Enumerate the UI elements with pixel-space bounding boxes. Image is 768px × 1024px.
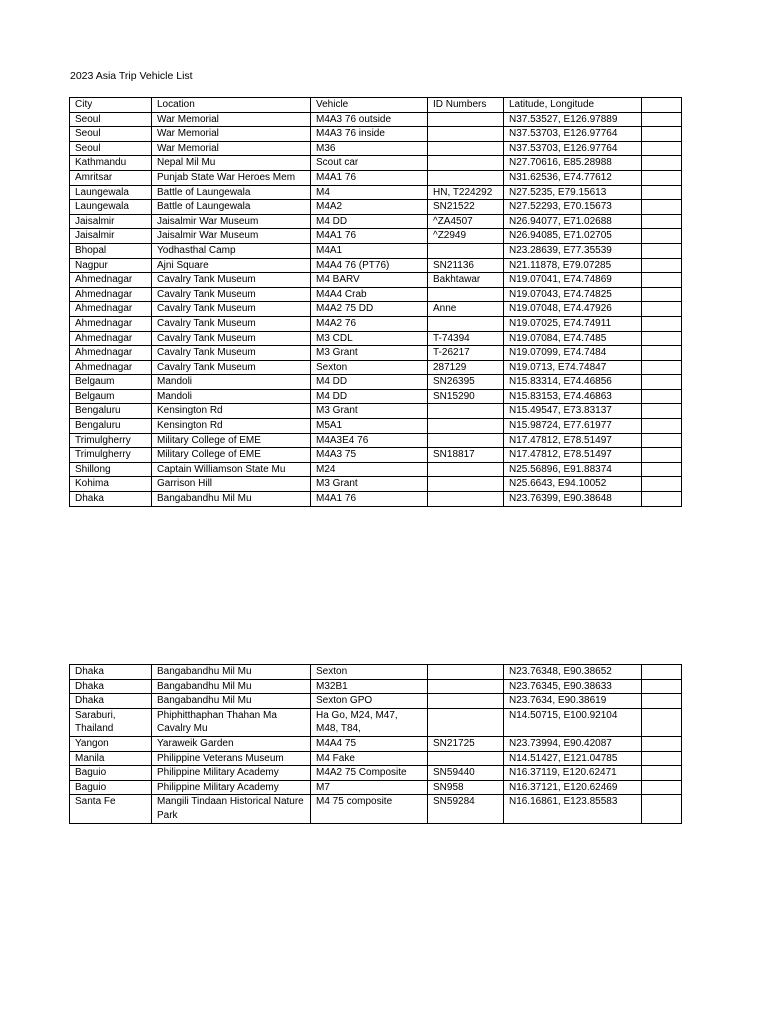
lat-long-cell: N17.47812, E78.51497 xyxy=(504,433,642,448)
location-cell: Mandoli xyxy=(152,375,311,390)
city-cell: Baguio xyxy=(70,780,152,795)
table-row xyxy=(70,331,682,346)
lat-long-cell: N19.0713, E74.74847 xyxy=(504,360,642,375)
city-cell: Ahmednagar xyxy=(70,316,152,331)
vehicle-cell: Vehicle xyxy=(311,98,428,113)
id-numbers-cell: T-26217 xyxy=(428,346,504,361)
location-cell: Location xyxy=(152,98,311,113)
location-cell: Yaraweik Garden xyxy=(152,736,311,751)
lat-long-cell: N14.51427, E121.04785 xyxy=(504,751,642,766)
table-row xyxy=(70,156,682,171)
city-cell: Laungewala xyxy=(70,200,152,215)
city-cell: Bengaluru xyxy=(70,419,152,434)
document-title: 2023 Asia Trip Vehicle List xyxy=(70,70,193,82)
table-row xyxy=(70,375,682,390)
id-numbers-cell xyxy=(428,170,504,185)
table-row xyxy=(70,389,682,404)
vehicle-cell: M4A1 76 xyxy=(311,229,428,244)
city-cell: Trimulgherry xyxy=(70,448,152,463)
extra-cell xyxy=(642,375,682,390)
lat-long-cell: Latitude, Longitude xyxy=(504,98,642,113)
id-numbers-cell: T-74394 xyxy=(428,331,504,346)
location-cell: Phiphitthaphan Thahan Ma Cavalry Mu xyxy=(152,708,311,736)
vehicle-cell: M4 DD xyxy=(311,389,428,404)
city-cell: Manila xyxy=(70,751,152,766)
table-row xyxy=(70,200,682,215)
table-row xyxy=(70,780,682,795)
vehicle-cell: M4A4 76 (PT76) xyxy=(311,258,428,273)
location-cell: Cavalry Tank Museum xyxy=(152,302,311,317)
vehicle-cell: M24 xyxy=(311,462,428,477)
city-cell: Seoul xyxy=(70,141,152,156)
city-cell: Trimulgherry xyxy=(70,433,152,448)
table-row xyxy=(70,751,682,766)
lat-long-cell: N15.49547, E73.83137 xyxy=(504,404,642,419)
location-cell: Philippine Military Academy xyxy=(152,780,311,795)
lat-long-cell: N23.76348, E90.38652 xyxy=(504,665,642,680)
city-cell: Dhaka xyxy=(70,679,152,694)
lat-long-cell: N37.53703, E126.97764 xyxy=(504,127,642,142)
extra-cell xyxy=(642,404,682,419)
id-numbers-cell xyxy=(428,287,504,302)
table-row xyxy=(70,243,682,258)
table-row xyxy=(70,112,682,127)
location-cell: Kensington Rd xyxy=(152,404,311,419)
location-cell: War Memorial xyxy=(152,127,311,142)
id-numbers-cell: ID Numbers xyxy=(428,98,504,113)
id-numbers-cell xyxy=(428,751,504,766)
id-numbers-cell xyxy=(428,419,504,434)
extra-cell xyxy=(642,258,682,273)
lat-long-cell: N16.37119, E120.62471 xyxy=(504,766,642,781)
table-row xyxy=(70,766,682,781)
id-numbers-cell xyxy=(428,141,504,156)
lat-long-cell: N37.53703, E126.97764 xyxy=(504,141,642,156)
vehicle-cell: M4A3 76 outside xyxy=(311,112,428,127)
id-numbers-cell xyxy=(428,665,504,680)
vehicle-cell: M3 CDL xyxy=(311,331,428,346)
city-cell: Baguio xyxy=(70,766,152,781)
id-numbers-cell: SN26395 xyxy=(428,375,504,390)
vehicle-cell: M4 DD xyxy=(311,214,428,229)
extra-cell xyxy=(642,751,682,766)
lat-long-cell: N19.07025, E74.74911 xyxy=(504,316,642,331)
table-row xyxy=(70,127,682,142)
lat-long-cell: N26.94085, E71.02705 xyxy=(504,229,642,244)
vehicle-table-2 xyxy=(69,664,682,824)
city-cell: Nagpur xyxy=(70,258,152,273)
table-row xyxy=(70,679,682,694)
table-row xyxy=(70,795,682,823)
extra-cell xyxy=(642,492,682,507)
table-row xyxy=(70,360,682,375)
id-numbers-cell xyxy=(428,127,504,142)
id-numbers-cell: SN59284 xyxy=(428,795,504,823)
city-cell: Shillong xyxy=(70,462,152,477)
table-row xyxy=(70,477,682,492)
location-cell: Bangabandhu Mil Mu xyxy=(152,492,311,507)
vehicle-cell: M3 Grant xyxy=(311,346,428,361)
id-numbers-cell: SN18817 xyxy=(428,448,504,463)
city-cell: Belgaum xyxy=(70,389,152,404)
extra-cell xyxy=(642,214,682,229)
location-cell: Garrison Hill xyxy=(152,477,311,492)
table-header-row xyxy=(70,98,682,113)
extra-cell xyxy=(642,156,682,171)
location-cell: Battle of Laungewala xyxy=(152,185,311,200)
lat-long-cell: N19.07048, E74.47926 xyxy=(504,302,642,317)
city-cell: Kohima xyxy=(70,477,152,492)
extra-cell xyxy=(642,98,682,113)
city-cell: Ahmednagar xyxy=(70,360,152,375)
id-numbers-cell: 287129 xyxy=(428,360,504,375)
id-numbers-cell: ^ZA4507 xyxy=(428,214,504,229)
lat-long-cell: N26.94077, E71.02688 xyxy=(504,214,642,229)
lat-long-cell: N31.62536, E74.77612 xyxy=(504,170,642,185)
location-cell: Military College of EME xyxy=(152,448,311,463)
table-row xyxy=(70,229,682,244)
vehicle-cell: M4A2 75 Composite xyxy=(311,766,428,781)
location-cell: Cavalry Tank Museum xyxy=(152,360,311,375)
extra-cell xyxy=(642,273,682,288)
id-numbers-cell xyxy=(428,156,504,171)
id-numbers-cell: SN21725 xyxy=(428,736,504,751)
vehicle-cell: Sexton xyxy=(311,665,428,680)
id-numbers-cell xyxy=(428,708,504,736)
table-row xyxy=(70,404,682,419)
extra-cell xyxy=(642,112,682,127)
location-cell: Cavalry Tank Museum xyxy=(152,346,311,361)
location-cell: Military College of EME xyxy=(152,433,311,448)
id-numbers-cell xyxy=(428,477,504,492)
id-numbers-cell: SN59440 xyxy=(428,766,504,781)
id-numbers-cell xyxy=(428,112,504,127)
location-cell: Bangabandhu Mil Mu xyxy=(152,665,311,680)
lat-long-cell: N25.6643, E94.10052 xyxy=(504,477,642,492)
lat-long-cell: N27.52293, E70.15673 xyxy=(504,200,642,215)
lat-long-cell: N19.07041, E74.74869 xyxy=(504,273,642,288)
id-numbers-cell: SN21522 xyxy=(428,200,504,215)
lat-long-cell: N27.70616, E85.28988 xyxy=(504,156,642,171)
extra-cell xyxy=(642,448,682,463)
table-row xyxy=(70,433,682,448)
lat-long-cell: N25.56896, E91.88374 xyxy=(504,462,642,477)
table-row xyxy=(70,694,682,709)
extra-cell xyxy=(642,694,682,709)
city-cell: Belgaum xyxy=(70,375,152,390)
extra-cell xyxy=(642,477,682,492)
city-cell: Jaisalmir xyxy=(70,214,152,229)
id-numbers-cell xyxy=(428,679,504,694)
extra-cell xyxy=(642,433,682,448)
vehicle-cell: M4A2 xyxy=(311,200,428,215)
id-numbers-cell: SN958 xyxy=(428,780,504,795)
id-numbers-cell xyxy=(428,404,504,419)
extra-cell xyxy=(642,170,682,185)
table-row xyxy=(70,492,682,507)
table-row xyxy=(70,708,682,736)
id-numbers-cell: HN, T224292 xyxy=(428,185,504,200)
vehicle-cell: M4 Fake xyxy=(311,751,428,766)
lat-long-cell: N15.98724, E77.61977 xyxy=(504,419,642,434)
vehicle-cell: M32B1 xyxy=(311,679,428,694)
city-cell: Amritsar xyxy=(70,170,152,185)
vehicle-cell: M4A4 Crab xyxy=(311,287,428,302)
id-numbers-cell: ^Z2949 xyxy=(428,229,504,244)
id-numbers-cell xyxy=(428,694,504,709)
lat-long-cell: N23.7634, E90.38619 xyxy=(504,694,642,709)
table-row xyxy=(70,462,682,477)
vehicle-cell: M4A3 75 xyxy=(311,448,428,463)
lat-long-cell: N15.83153, E74.46863 xyxy=(504,389,642,404)
location-cell: Mangili Tindaan Historical Nature Park xyxy=(152,795,311,823)
location-cell: Kensington Rd xyxy=(152,419,311,434)
location-cell: Bangabandhu Mil Mu xyxy=(152,694,311,709)
id-numbers-cell xyxy=(428,492,504,507)
table-row xyxy=(70,346,682,361)
lat-long-cell: N15.83314, E74.46856 xyxy=(504,375,642,390)
vehicle-cell: M3 Grant xyxy=(311,477,428,492)
extra-cell xyxy=(642,389,682,404)
vehicle-cell: M4A2 76 xyxy=(311,316,428,331)
lat-long-cell: N16.37121, E120.62469 xyxy=(504,780,642,795)
location-cell: Cavalry Tank Museum xyxy=(152,287,311,302)
vehicle-cell: Sexton xyxy=(311,360,428,375)
extra-cell xyxy=(642,665,682,680)
city-cell: Ahmednagar xyxy=(70,331,152,346)
id-numbers-cell: SN21136 xyxy=(428,258,504,273)
lat-long-cell: N21.11878, E79.07285 xyxy=(504,258,642,273)
lat-long-cell: N17.47812, E78.51497 xyxy=(504,448,642,463)
extra-cell xyxy=(642,766,682,781)
lat-long-cell: N37.53527, E126.97889 xyxy=(504,112,642,127)
city-cell: Santa Fe xyxy=(70,795,152,823)
vehicle-cell: M4A1 76 xyxy=(311,170,428,185)
table-row xyxy=(70,665,682,680)
location-cell: War Memorial xyxy=(152,141,311,156)
table-row xyxy=(70,258,682,273)
vehicle-cell: Ha Go, M24, M47, M48, T84, xyxy=(311,708,428,736)
city-cell: Bengaluru xyxy=(70,404,152,419)
city-cell: Dhaka xyxy=(70,492,152,507)
extra-cell xyxy=(642,287,682,302)
id-numbers-cell xyxy=(428,462,504,477)
location-cell: Cavalry Tank Museum xyxy=(152,331,311,346)
table-row xyxy=(70,302,682,317)
city-cell: Ahmednagar xyxy=(70,273,152,288)
extra-cell xyxy=(642,419,682,434)
extra-cell xyxy=(642,462,682,477)
lat-long-cell: N27.5235, E79.15613 xyxy=(504,185,642,200)
location-cell: Cavalry Tank Museum xyxy=(152,273,311,288)
location-cell: Battle of Laungewala xyxy=(152,200,311,215)
city-cell: Ahmednagar xyxy=(70,346,152,361)
extra-cell xyxy=(642,127,682,142)
table-row xyxy=(70,170,682,185)
vehicle-cell: M36 xyxy=(311,141,428,156)
extra-cell xyxy=(642,360,682,375)
city-cell: Kathmandu xyxy=(70,156,152,171)
extra-cell xyxy=(642,736,682,751)
vehicle-cell: M4 DD xyxy=(311,375,428,390)
id-numbers-cell xyxy=(428,433,504,448)
location-cell: Yodhasthal Camp xyxy=(152,243,311,258)
id-numbers-cell xyxy=(428,243,504,258)
table-row xyxy=(70,448,682,463)
lat-long-cell: N19.07099, E74.7484 xyxy=(504,346,642,361)
table-row xyxy=(70,185,682,200)
lat-long-cell: N19.07043, E74.74825 xyxy=(504,287,642,302)
extra-cell xyxy=(642,346,682,361)
table-row xyxy=(70,273,682,288)
lat-long-cell: N16.16861, E123.85583 xyxy=(504,795,642,823)
vehicle-cell: M4A2 75 DD xyxy=(311,302,428,317)
vehicle-cell: M4A3E4 76 xyxy=(311,433,428,448)
table-row xyxy=(70,141,682,156)
city-cell: Saraburi, Thailand xyxy=(70,708,152,736)
extra-cell xyxy=(642,185,682,200)
vehicle-cell: M5A1 xyxy=(311,419,428,434)
vehicle-cell: Scout car xyxy=(311,156,428,171)
extra-cell xyxy=(642,200,682,215)
extra-cell xyxy=(642,316,682,331)
extra-cell xyxy=(642,141,682,156)
location-cell: Jaisalmir War Museum xyxy=(152,229,311,244)
city-cell: Yangon xyxy=(70,736,152,751)
city-cell: Seoul xyxy=(70,112,152,127)
vehicle-cell: M4A1 76 xyxy=(311,492,428,507)
extra-cell xyxy=(642,243,682,258)
extra-cell xyxy=(642,229,682,244)
id-numbers-cell: Bakhtawar xyxy=(428,273,504,288)
lat-long-cell: N23.73994, E90.42087 xyxy=(504,736,642,751)
location-cell: Bangabandhu Mil Mu xyxy=(152,679,311,694)
table-row xyxy=(70,419,682,434)
extra-cell xyxy=(642,331,682,346)
id-numbers-cell xyxy=(428,316,504,331)
location-cell: Punjab State War Heroes Mem xyxy=(152,170,311,185)
lat-long-cell: N14.50715, E100.92104 xyxy=(504,708,642,736)
location-cell: Mandoli xyxy=(152,389,311,404)
table-row xyxy=(70,316,682,331)
city-cell: Laungewala xyxy=(70,185,152,200)
location-cell: Nepal Mil Mu xyxy=(152,156,311,171)
location-cell: Ajni Square xyxy=(152,258,311,273)
vehicle-cell: M3 Grant xyxy=(311,404,428,419)
city-cell: Dhaka xyxy=(70,694,152,709)
vehicle-cell: M7 xyxy=(311,780,428,795)
vehicle-cell: M4 BARV xyxy=(311,273,428,288)
location-cell: Philippine Military Academy xyxy=(152,766,311,781)
table-row xyxy=(70,287,682,302)
lat-long-cell: N19.07084, E74.7485 xyxy=(504,331,642,346)
table-row xyxy=(70,736,682,751)
extra-cell xyxy=(642,302,682,317)
extra-cell xyxy=(642,795,682,823)
location-cell: Captain Williamson State Mu xyxy=(152,462,311,477)
city-cell: Ahmednagar xyxy=(70,287,152,302)
vehicle-cell: Sexton GPO xyxy=(311,694,428,709)
location-cell: Philippine Veterans Museum xyxy=(152,751,311,766)
vehicle-cell: M4A1 xyxy=(311,243,428,258)
city-cell: Dhaka xyxy=(70,665,152,680)
extra-cell xyxy=(642,679,682,694)
city-cell: Ahmednagar xyxy=(70,302,152,317)
location-cell: Cavalry Tank Museum xyxy=(152,316,311,331)
location-cell: Jaisalmir War Museum xyxy=(152,214,311,229)
vehicle-cell: M4 75 composite xyxy=(311,795,428,823)
lat-long-cell: N23.76399, E90.38648 xyxy=(504,492,642,507)
lat-long-cell: N23.76345, E90.38633 xyxy=(504,679,642,694)
vehicle-cell: M4A4 75 xyxy=(311,736,428,751)
city-cell: Bhopal xyxy=(70,243,152,258)
location-cell: War Memorial xyxy=(152,112,311,127)
city-cell: Jaisalmir xyxy=(70,229,152,244)
vehicle-cell: M4 xyxy=(311,185,428,200)
lat-long-cell: N23.28639, E77.35539 xyxy=(504,243,642,258)
city-cell: Seoul xyxy=(70,127,152,142)
vehicle-table-1 xyxy=(69,97,682,507)
id-numbers-cell: Anne xyxy=(428,302,504,317)
extra-cell xyxy=(642,708,682,736)
extra-cell xyxy=(642,780,682,795)
city-cell: City xyxy=(70,98,152,113)
vehicle-cell: M4A3 76 inside xyxy=(311,127,428,142)
id-numbers-cell: SN15290 xyxy=(428,389,504,404)
table-row xyxy=(70,214,682,229)
